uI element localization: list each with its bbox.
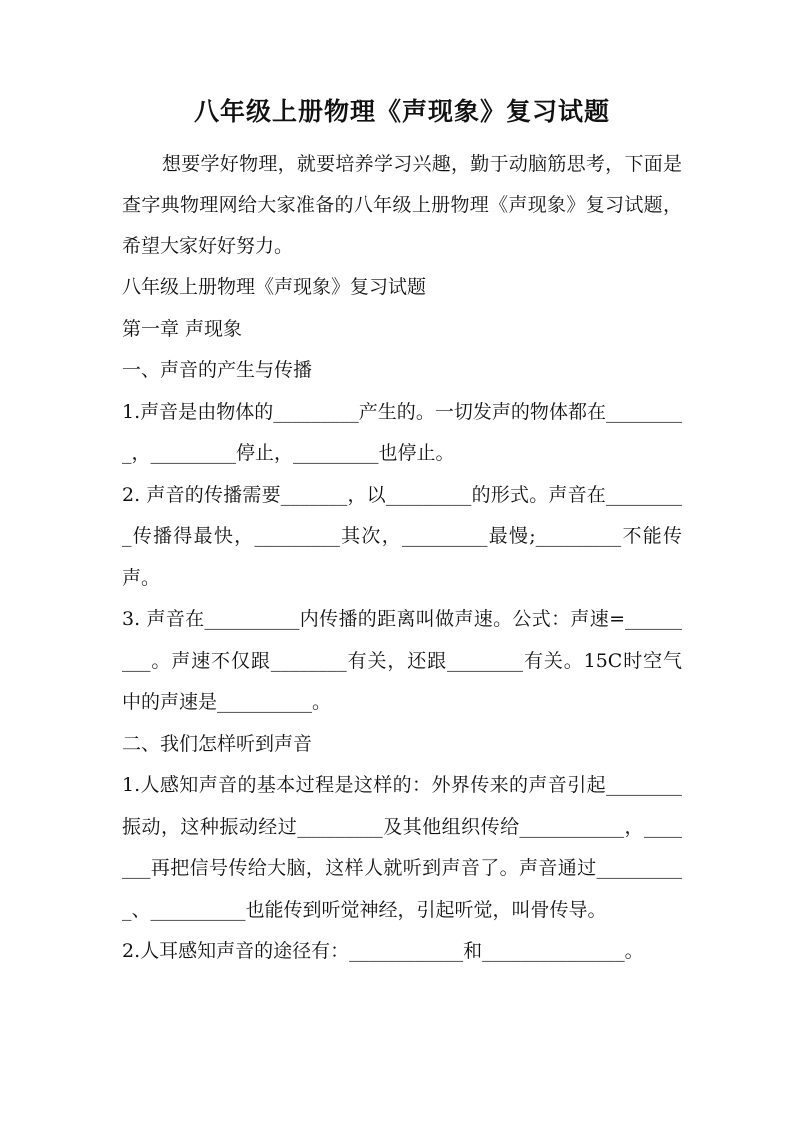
question-1-2: 2. 声音的传播需要_______，以_________的形式。声音在_________传播得最快，_________其次，_________最慢;_________不能传声。: [122, 483, 682, 589]
question-1-3: 3. 声音在__________内传播的距离叫做声速。公式：声速=_________。声速不仅跟________有关，还跟________有关。15C时空气中的声速是__________。: [122, 608, 682, 713]
question-2-2: 2.人耳感知声音的途径有：____________和_______________。: [122, 940, 644, 962]
section-heading-2: 二、我们怎样听到声音: [122, 732, 313, 755]
repeated-heading: 八年级上册物理《声现象》复习试题: [122, 276, 427, 298]
question-1-1: 1.声音是由物体的_________产生的。一切发声的物体都在_________，_________停止，_________也停止。: [122, 400, 682, 464]
section-heading-1: 一、声音的产生与传播: [122, 359, 313, 381]
question-2-1: 1.人感知声音的基本过程是这样的：外界传来的声音引起________振动，这种振动经过_________及其他组织传给___________，_______再把信号传给大脑，这样人就听到声音了。声音通过__________、__________也能传到听觉神经，引起听觉，叫骨传导。: [122, 774, 682, 921]
document-title: 八年级上册物理《声现象》复习试题: [193, 97, 610, 126]
intro-paragraph: 想要学好物理，就要培养学习兴趣，勤于动脑筋思考，下面是查字典物理网给大家准备的八年级上册物理《声现象》复习试题，希望大家好好努力。: [122, 153, 682, 257]
chapter-heading: 第一章 声现象: [122, 317, 243, 340]
